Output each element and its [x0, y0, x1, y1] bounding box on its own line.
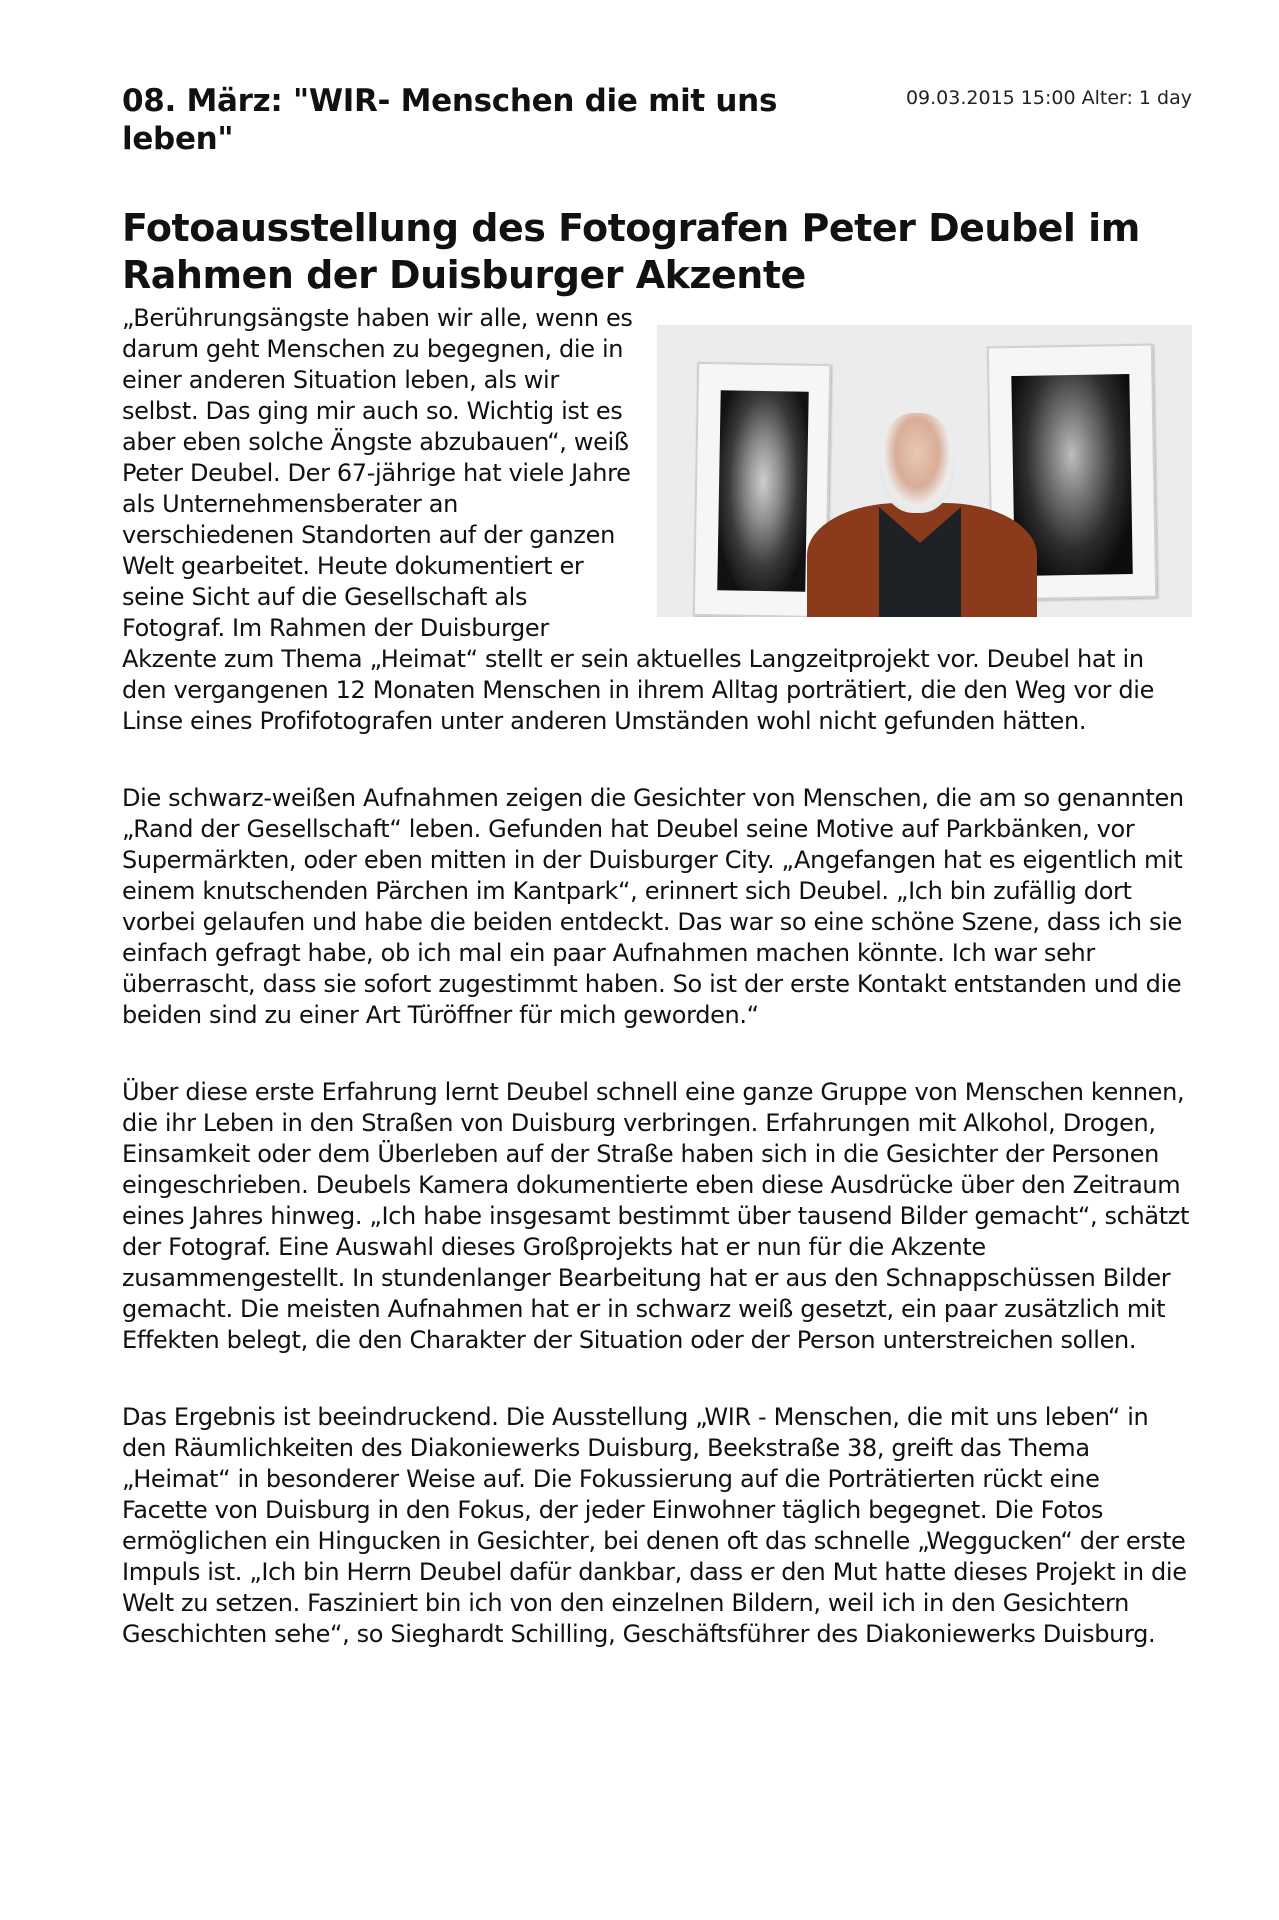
article-body [122, 303, 1192, 1696]
news-title: 08. März: "WIR- Menschen die mit uns leben" [122, 83, 778, 157]
photographer-head [879, 413, 955, 513]
article-photo [657, 325, 1192, 617]
portrait-image-left [717, 390, 808, 592]
article-title: Fotoausstellung des Fotografen Peter Deubel im Rahmen der Duisburger Akzente [122, 206, 1140, 297]
news-date-age: 09.03.2015 15:00 Alter: 1 day [905, 87, 1192, 109]
article-paragraph-1: „Berührungsängste haben wir alle, wenn es darum geht Menschen zu begegnen, die in einer anderen Situation leben, als wir selbst. Das ging mir auch so. Wichtig ist es aber eben solche Ängste abzubauen“, weiß Peter Deubel. Der 67-jährige hat viele Jahre als Unternehmensberater an verschiedenen Standorten auf der ganzen Welt gearbeitet. Heute dokumentiert er seine Sicht auf die Gesellschaft als Fotograf. Im Rahmen der Duisburger Akzente zum Thema „Heimat“ stellt er sein aktuelles Langzeitprojekt vor. Deubel hat in den vergangenen 12 Monaten Menschen in ihrem Alltag porträtiert, die den Weg vor die Linse eines Profifotografen unter anderen Umständen wohl nicht gefunden hätten. [122, 304, 1155, 735]
article-paragraph-2: Die schwarz-weißen Aufnahmen zeigen die Gesichter von Menschen, die am so genannten „Rand der Gesellschaft“ leben. Gefunden hat Deubel seine Motive auf Parkbänken, vor Supermärkten, oder eben mitten in der Duisburger City. „Angefangen hat es eigentlich mit einem knutschenden Pärchen im Kantpark“, erinnert sich Deubel. „Ich bin zufällig dort vorbei gelaufen und habe die beiden entdeckt. Das war so eine schöne Szene, dass ich sie einfach gefragt habe, ob ich mal ein paar Aufnahmen machen könnte. Ich war sehr überrascht, dass sie sofort zugestimmt haben. So ist der erste Kontakt entstanden und die beiden sind zu einer Art Türöffner für mich geworden.“ [122, 784, 1184, 1029]
article-paragraph-4: Das Ergebnis ist beeindruckend. Die Ausstellung „WIR - Menschen, die mit uns leben“ in den Räumlichkeiten des Diakoniewerks Duisburg, Beekstraße 38, greift das Thema „Heimat“ in besonderer Weise auf. Die Fokussierung auf die Porträtierten rückt eine Facette von Duisburg in den Fokus, der jeder Einwohner täglich begegnet. Die Fotos ermöglichen ein Hingucken in Gesichter, bei denen oft das schnelle „Weggucken“ der erste Impuls ist. „Ich bin Herrn Deubel dafür dankbar, dass er den Mut hatte dieses Projekt in die Welt zu setzen. Fasziniert bin ich von den einzelnen Bildern, weil ich in den Gesichtern Geschichten sehe“, so Sieghardt Schilling, Geschäftsführer des Diakoniewerks Duisburg. [122, 1403, 1187, 1648]
article-paragraph-3: Über diese erste Erfahrung lernt Deubel schnell eine ganze Gruppe von Menschen kennen, die ihr Leben in den Straßen von Duisburg verbringen. Erfahrungen mit Alkohol, Drogen, Einsamkeit oder dem Überleben auf der Straße haben sich in die Gesichter der Personen eingeschrieben. Deubels Kamera dokumentierte eben diese Ausdrücke über den Zeitraum eines Jahres hinweg. „Ich habe insgesamt bestimmt über tausend Bilder gemacht“, schätzt der Fotograf. Eine Auswahl dieses Großprojekts hat er nun für die Akzente zusammengestellt. In stundenlanger Bearbeitung hat er aus den Schnappschüssen Bilder gemacht. Die meisten Aufnahmen hat er in schwarz weiß gesetzt, ein paar zusätzlich mit Effekten belegt, die den Charakter der Situation oder der Person unterstreichen sollen. [122, 1078, 1190, 1354]
